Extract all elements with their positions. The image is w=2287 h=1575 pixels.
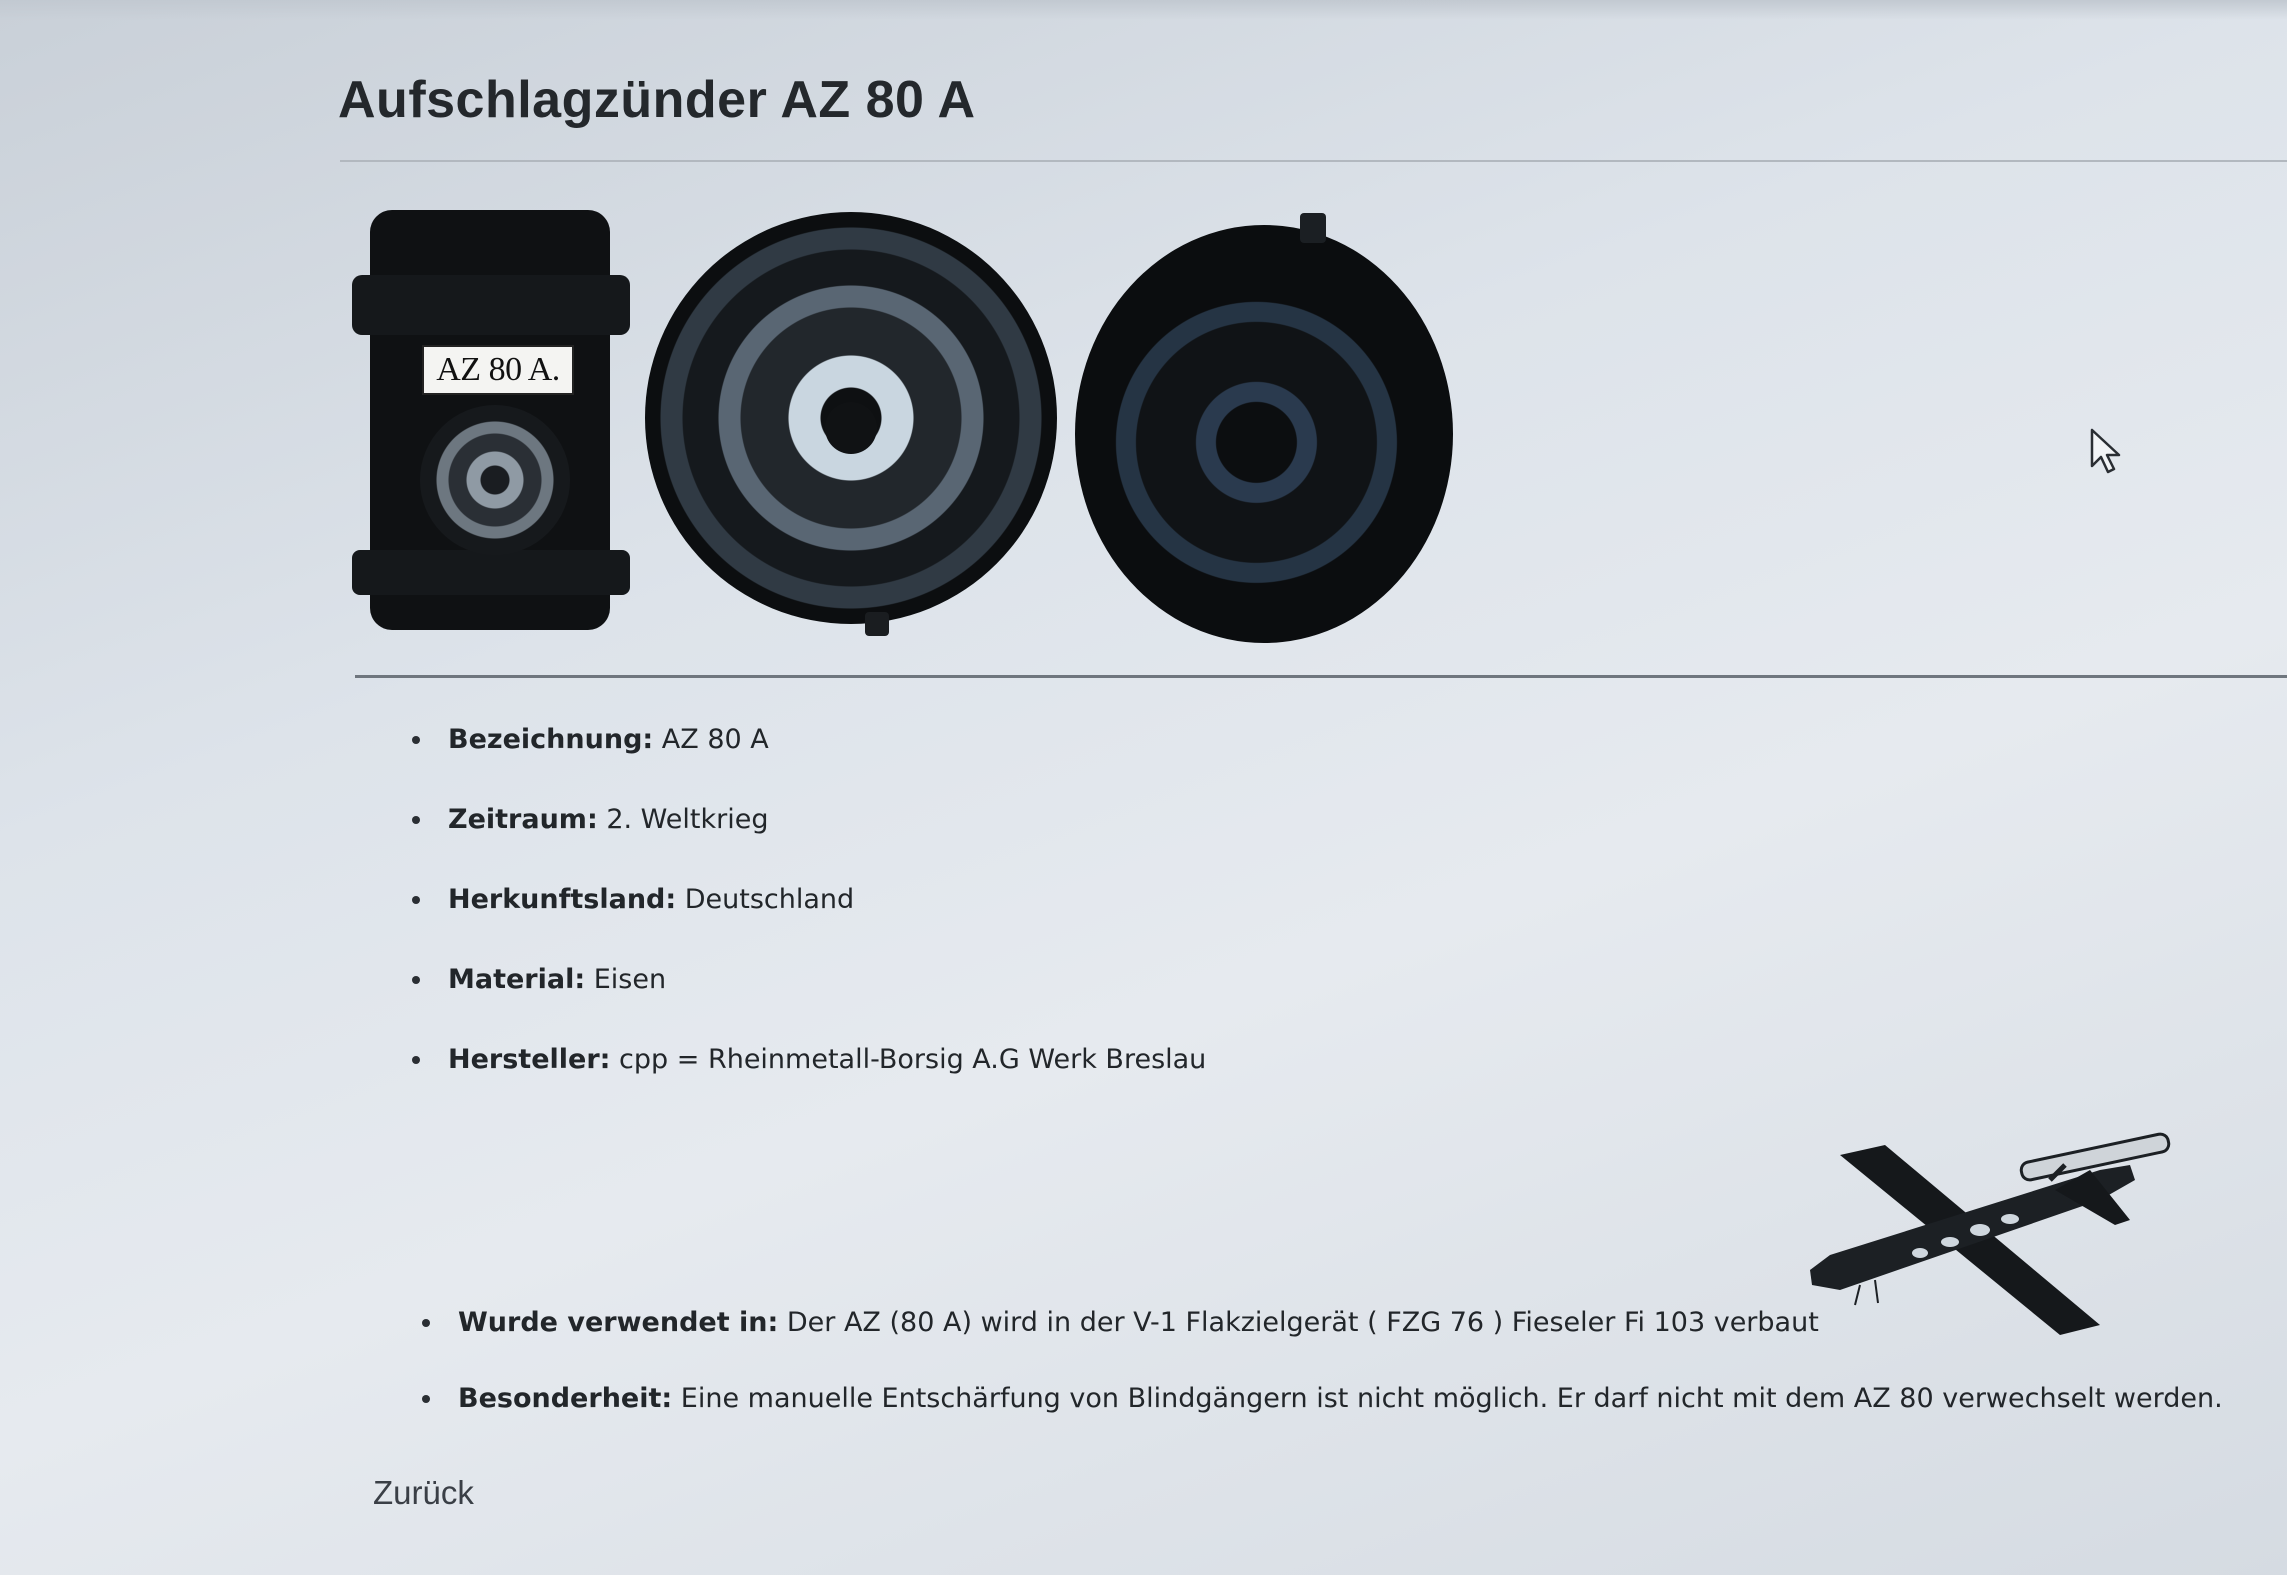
spec-item-zeitraum: [400, 795, 1206, 875]
fuze-rear-photo: [1075, 225, 1453, 643]
page-edge-shadow: [0, 0, 2287, 20]
fuze-knob: [825, 402, 877, 454]
detail-list: [410, 1298, 2223, 1450]
fuze-lower-collar: [352, 550, 630, 595]
fuze-collar: [352, 275, 630, 335]
back-link[interactable]: Zurück: [373, 1474, 474, 1511]
spec-label: Material:: [448, 964, 586, 995]
spec-label: Hersteller:: [448, 1044, 611, 1075]
spec-value: AZ 80 A: [653, 724, 769, 755]
fuze-nub: [1300, 213, 1326, 243]
spec-item-bezeichnung: [400, 715, 1206, 795]
photo-divider: [355, 675, 2287, 678]
spec-value: Deutschland: [676, 884, 855, 915]
detail-value: Eine manuelle Entschärfung von Blindgängern ist nicht möglich. Er darf nicht mit dem AZ 80 verwechselt werden.: [672, 1383, 2223, 1414]
detail-label: Besonderheit:: [458, 1383, 673, 1414]
spec-value: Eisen: [585, 964, 667, 995]
detail-value: Der AZ (80 A) wird in der V-1 Flakzielgerät ( FZG 76 ) Fieseler Fi 103 verbaut: [778, 1307, 1819, 1338]
detail-item-verwendung: [410, 1298, 2223, 1374]
spec-list: [400, 715, 1206, 1115]
spec-value: cpp = Rheinmetall-Borsig A.G Werk Breslau: [610, 1044, 1207, 1075]
detail-item-besonderheit: [410, 1374, 2223, 1450]
detail-label: Wurde verwendet in:: [458, 1307, 779, 1338]
fuze-label-plate: AZ 80 A.: [422, 345, 574, 395]
spec-item-hersteller: [400, 1035, 1206, 1115]
spec-label: Bezeichnung:: [448, 724, 654, 755]
page-title: Aufschlagzünder AZ 80 A: [338, 71, 976, 129]
title-divider: [340, 160, 2287, 162]
fuze-face-ring: [420, 405, 570, 555]
spec-label: Herkunftsland:: [448, 884, 677, 915]
spec-item-herkunftsland: [400, 875, 1206, 955]
fuze-pin: [865, 612, 889, 636]
fuze-front-photo: [645, 212, 1057, 624]
mouse-pointer-icon: [2088, 428, 2124, 474]
spec-value: 2. Weltkrieg: [597, 804, 769, 835]
fuze-side-photo: [352, 210, 630, 630]
spec-item-material: [400, 955, 1206, 1035]
spec-label: Zeitraum:: [448, 804, 598, 835]
